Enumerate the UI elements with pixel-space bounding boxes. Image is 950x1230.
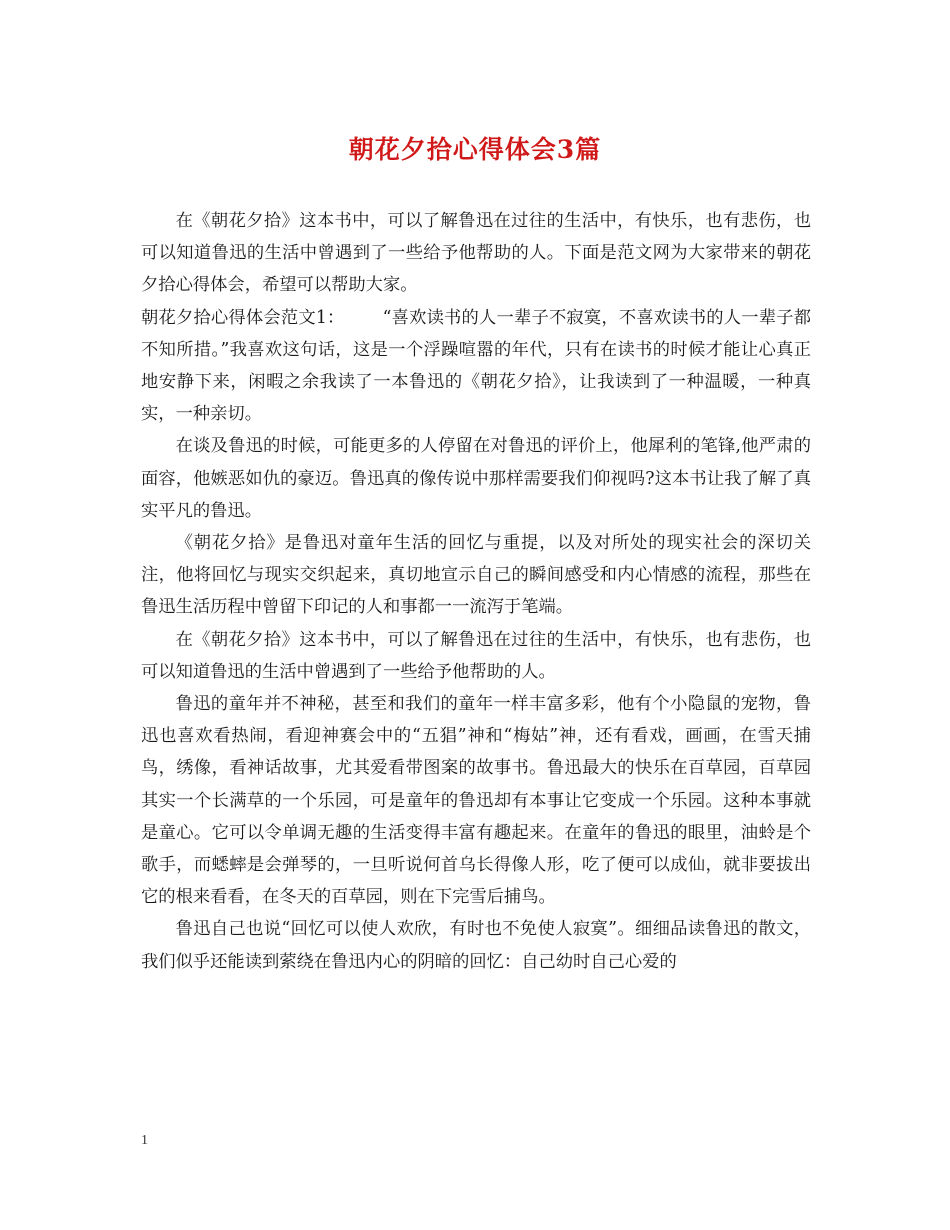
paragraph-3: 《朝花夕拾》是鲁迅对童年生活的回忆与重提，以及对所处的现实社会的深切关注，他将回忆与现实交织起来，真切地宣示自己的瞬间感受和内心情感的流程，那些在鲁迅生活历程中曾留下印记的人和事都一一流泻于笔端。 [141,533,811,618]
paragraph-6: 鲁迅自己也说“回忆可以使人欢欣，有时也不免使人寂寞”。细细品读鲁迅的散文，我们似乎还能读到萦绕在鲁迅内心的阴暗的回忆：自己幼时自己心爱的 [141,919,811,972]
document-title: 朝花夕拾心得体会3篇 [348,135,602,164]
sample-text: “喜欢读书的人一辈子不寂寞，不喜欢读书的人一辈子都不知所措。”我喜欢这句话，这是一个浮躁喧嚣的年代，只有在读书的时候才能让心真正地安静下来，闲暇之余我读了一本鲁迅的《朝花夕拾》，让我读到了一种温暖，一种真实，一种亲切。 [141,307,811,425]
paragraph-2: 在谈及鲁迅的时候，可能更多的人停留在对鲁迅的评价上，他犀利的笔锋,他严肃的面容，他嫉恶如仇的豪迈。鲁迅真的像传说中那样需要我们仰视吗?这本书让我了解了真实平凡的鲁迅。 [141,436,811,521]
paragraph-5: 鲁迅的童年并不神秘，甚至和我们的童年一样丰富多彩，他有个小隐鼠的宠物，鲁迅也喜欢看热闹，看迎神赛会中的“五猖”神和“梅姑”神，还有看戏，画画，在雪天捕鸟，绣像，看神话故事，尤其爱看带图案的故事书。鲁迅最大的快乐在百草园，百草园其实一个长满草的一个乐园，可是童年的鲁迅却有本事让它变成一个乐园。这种本事就是童心。它可以令单调无趣的生活变得丰富有趣起来。在童年的鲁迅的眼里，油蛉是个歌手，而蟋蟀是会弹琴的，一旦听说何首乌长得像人形，吃了便可以成仙，就非要拔出它的根来看看，在冬天的百草园，则在下完雪后捕鸟。 [141,694,811,908]
paragraph-4: 在《朝花夕拾》这本书中，可以了解鲁迅在过往的生活中，有快乐，也有悲伤，也可以知道鲁迅的生活中曾遇到了一些给予他帮助的人。 [141,629,811,682]
sample-label: 朝花夕拾心得体会范文1： [141,307,345,328]
page-number: 1 [141,1133,148,1148]
document-body [141,205,811,978]
paragraph-intro: 在《朝花夕拾》这本书中，可以了解鲁迅在过往的生活中，有快乐，也有悲伤，也可以知道鲁迅的生活中曾遇到了一些给予他帮助的人。下面是范文网为大家带来的朝花夕拾心得体会，希望可以帮助大家。 [141,211,811,296]
paragraph-sample-1 [141,302,811,431]
